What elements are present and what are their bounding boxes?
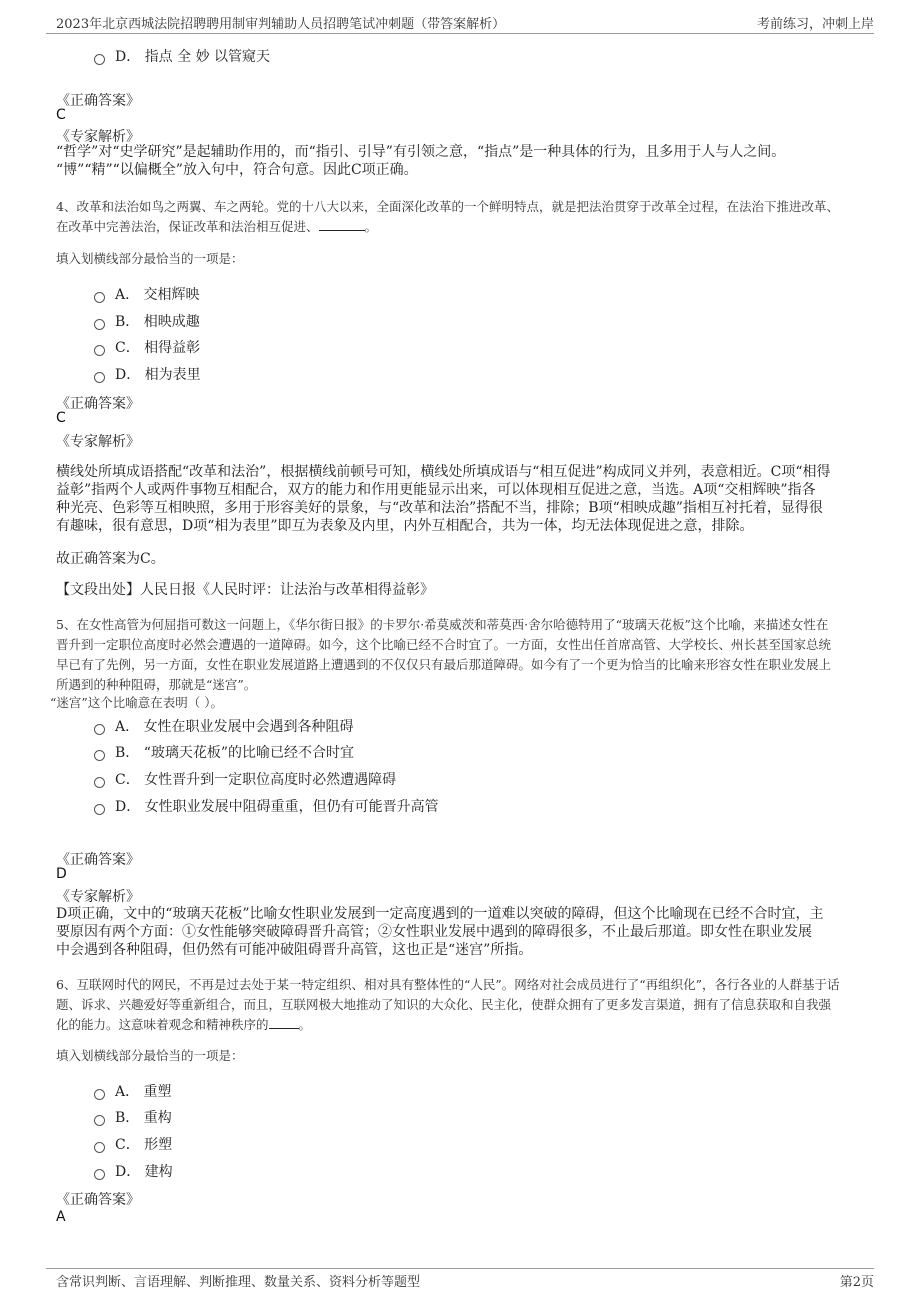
- q5-stem-line: 5、在女性高管为何屈指可数这一问题上，《华尔街日报》的卡罗尔·希莫威茨和蒂莫西·舍尔哈德特用了“玻璃天花板”这个比喻，来描述女性在: [56, 617, 829, 632]
- radio-icon[interactable]: [94, 1089, 105, 1100]
- q5-option-d[interactable]: D． 女性职业发展中阻碍重重，但仍有可能晋升高管: [94, 796, 439, 816]
- q3-analysis-line: “博”“精”“以偏概全”放入句中，符合句意。因此C项正确。: [56, 162, 418, 178]
- footer-divider: [46, 1268, 874, 1269]
- q5-stem-line: 所遇到的种种阻碍，那就是“迷宫”。: [56, 677, 257, 692]
- q3-expert-analysis-label: 《专家解析》: [56, 129, 140, 145]
- q4-conclusion: 故正确答案为C。: [56, 551, 165, 567]
- q5-option-b[interactable]: B． “玻璃天花板”的比喻已经不合时宜: [94, 742, 354, 762]
- q6-option-d[interactable]: D． 建构: [94, 1161, 173, 1181]
- radio-icon[interactable]: [94, 345, 105, 356]
- document-title: 2023年北京西城法院招聘聘用制审判辅助人员招聘笔试冲刺题（带答案解析）: [56, 17, 506, 32]
- q5-answer: D: [56, 866, 67, 882]
- radio-icon[interactable]: [94, 804, 105, 815]
- q5-question: “迷宫”这个比喻意在表明（ ）。: [50, 695, 224, 710]
- q3-answer: C: [56, 107, 66, 123]
- q5-analysis-line: 要原因有两个方面：①女性能够突破障碍晋升高管；②女性职业发展中遇到的障碍很多，不止最后那道。即女性在职业发展: [56, 924, 812, 940]
- header-slogan: 考前练习，冲刺上岸: [756, 17, 874, 32]
- page-header: [0, 0, 920, 40]
- fill-blank: [319, 230, 365, 231]
- q6-option-a[interactable]: A． 重塑: [94, 1081, 172, 1101]
- q5-expert-analysis-label: 《专家解析》: [56, 889, 140, 905]
- q4-source: 【文段出处】人民日报《人民时评：让法治与改革相得益彰》: [56, 582, 434, 598]
- radio-icon[interactable]: [94, 319, 105, 330]
- q6-prompt: 填入划横线部分最恰当的一项是：: [56, 1048, 244, 1063]
- fill-blank: [269, 1028, 299, 1029]
- radio-icon[interactable]: [94, 724, 105, 735]
- q4-option-c[interactable]: C． 相得益彰: [94, 337, 200, 357]
- radio-icon[interactable]: [94, 54, 105, 65]
- q4-analysis-line: 种光亮、色彩等互相映照，多用于形容美好的景象，与“改革和法治”搭配不当，排除；B项“相映成趣”指相互衬托着，显得很: [56, 500, 823, 516]
- radio-icon[interactable]: [94, 292, 105, 303]
- q6-stem-line: 题、诉求、兴趣爱好等重新组合，而且，互联网极大地推动了知识的大众化、民主化，使群众拥有了更多发言渠道，拥有了信息获取和自我强: [56, 997, 832, 1012]
- radio-icon[interactable]: [94, 1142, 105, 1153]
- q4-expert-analysis-label: 《专家解析》: [56, 434, 140, 450]
- q4-analysis-line: 益彰”指两个人或两件事物互相配合，双方的能力和作用更能显示出来，可以体现相互促进之意，当选。A项“交相辉映”指各: [56, 482, 816, 498]
- q4-option-a[interactable]: A． 交相辉映: [94, 284, 200, 304]
- q4-analysis-line: 有趣味，很有意思，D项“相为表里”即互为表象及内里，内外互相配合，共为一体，均无法体现促进之意，排除。: [56, 518, 754, 534]
- q6-option-c[interactable]: C． 形塑: [94, 1134, 172, 1154]
- q6-stem-line: 化的能力。这意味着观念和精神秩序的 。: [56, 1017, 312, 1032]
- q4-option-b[interactable]: B． 相映成趣: [94, 311, 200, 331]
- q3-option-d[interactable]: D． 指点 全 妙 以管窥天: [94, 46, 270, 66]
- q4-analysis-line: 横线处所填成语搭配“改革和法治”，根据横线前顿号可知，横线处所填成语与“相互促进”构成同义并列，表意相近。C项“相得: [56, 464, 831, 480]
- q6-stem-line: 6、互联网时代的网民，不再是过去处于某一特定组织、相对具有整体性的“人民”。网络对社会成员进行了“再组织化”，各行各业的人群基于话: [56, 977, 840, 992]
- radio-icon[interactable]: [94, 1169, 105, 1180]
- q5-option-a[interactable]: A． 女性在职业发展中会遇到各种阻碍: [94, 716, 354, 736]
- q5-analysis-line: 中会遇到各种阻碍，但仍然有可能冲破阻碍晋升高管，这也正是“迷宫”所指。: [56, 942, 533, 958]
- q4-option-d[interactable]: D． 相为表里: [94, 364, 201, 384]
- q5-stem-line: 早已有了先例，另一方面，女性在职业发展道路上遭遇到的不仅仅只有最后那道障碍。如今有了一个更为恰当的比喻来形容女性在职业发展上: [56, 657, 832, 672]
- header-divider: [46, 33, 874, 34]
- q4-correct-answer-label: 《正确答案》: [56, 396, 140, 412]
- q5-analysis-line: D项正确，文中的“玻璃天花板”比喻女性职业发展到一定高度遇到的一道难以突破的障碍，但这个比喻现在已经不合时宜，主: [56, 906, 824, 922]
- radio-icon[interactable]: [94, 750, 105, 761]
- q6-option-b[interactable]: B． 重构: [94, 1107, 172, 1127]
- q3-correct-answer-label: 《正确答案》: [56, 93, 140, 109]
- footer-topics: 含常识判断、言语理解、判断推理、数量关系、资料分析等题型: [56, 1275, 421, 1290]
- q5-stem-line: 晋升到一定职位高度时必然会遭遇的一道障碍。如今，这个比喻已经不合时宜了。一方面，女性出任首席高管、大学校长、州长甚至国家总统: [56, 637, 832, 652]
- q4-answer: C: [56, 410, 66, 426]
- q5-option-c[interactable]: C． 女性晋升到一定职位高度时必然遭遇障碍: [94, 769, 396, 789]
- radio-icon[interactable]: [94, 777, 105, 788]
- radio-icon[interactable]: [94, 372, 105, 383]
- q6-correct-answer-label: 《正确答案》: [56, 1192, 140, 1208]
- q3-analysis-line: “哲学”对“史学研究”是起辅助作用的，而“指引、引导”有引领之意，“指点”是一种具体的行为，且多用于人与人之间。: [56, 144, 786, 160]
- q6-answer: A: [56, 1209, 66, 1225]
- q4-prompt: 填入划横线部分最恰当的一项是：: [56, 251, 244, 266]
- q5-correct-answer-label: 《正确答案》: [56, 852, 140, 868]
- radio-icon[interactable]: [94, 1115, 105, 1126]
- q4-stem-line: 4、改革和法治如鸟之两翼、车之两轮。党的十八大以来，全面深化改革的一个鲜明特点，就是把法治贯穿于改革全过程，在法治下推进改革、: [56, 199, 839, 214]
- q4-stem-line: 在改革中完善法治，保证改革和法治相互促进、 。: [56, 219, 378, 234]
- page-number: 第2页: [839, 1275, 874, 1290]
